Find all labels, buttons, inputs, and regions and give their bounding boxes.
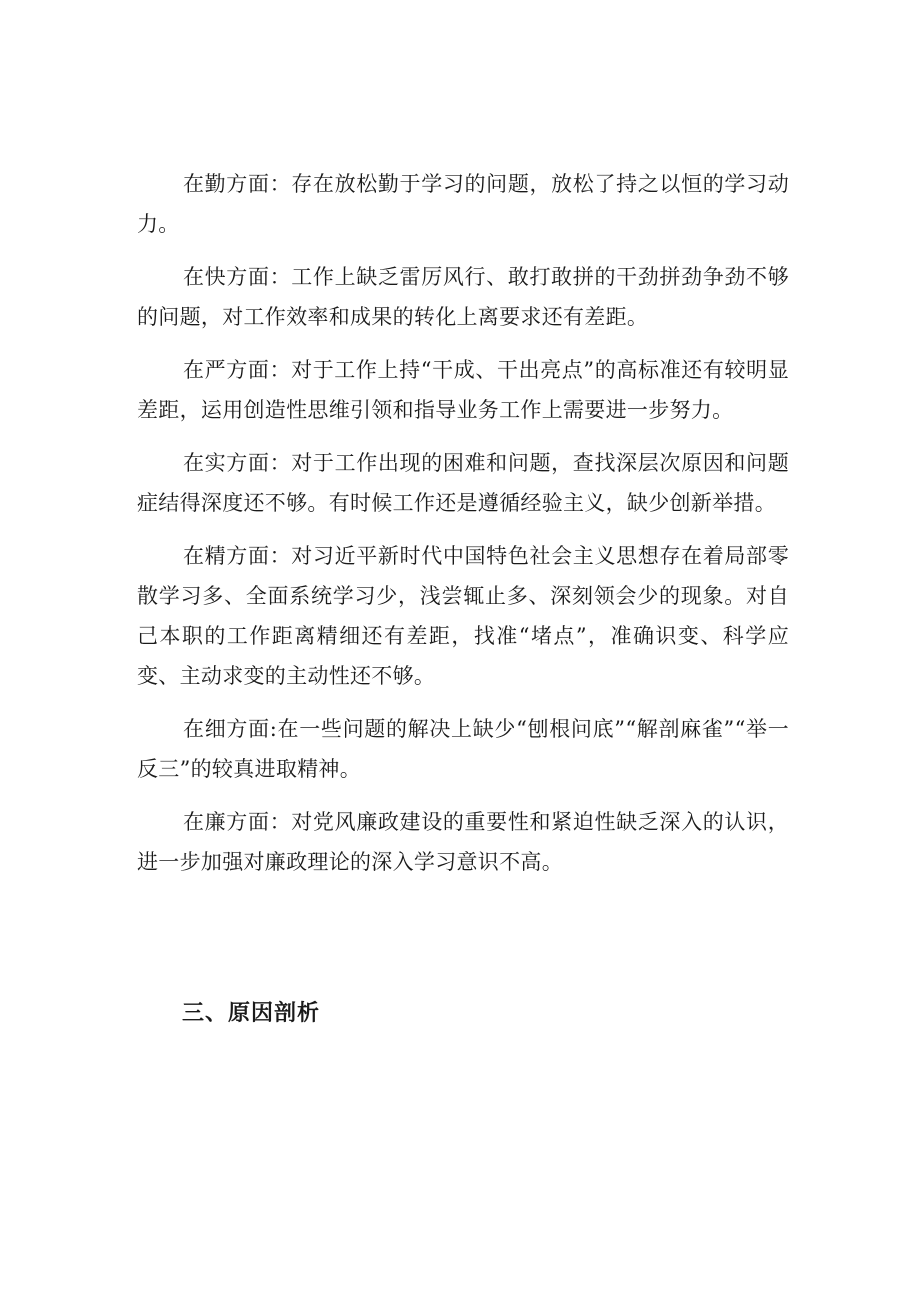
paragraph-shi: 在实方面：对于工作出现的困难和问题，查找深层次原因和问题症结得深度还不够。有时候工作还是遵循经验主义，缺少创新举措。 [137,451,789,515]
paragraph-qin: 在勤方面：存在放松勤于学习的问题，放松了持之以恒的学习动力。 [137,172,789,236]
paragraph-jing: 在精方面：对习近平新时代中国特色社会主义思想存在着局部零散学习多、全面系统学习少，浅尝辄止多、深刻领会少的现象。对自己本职的工作距离精细还有差距，找准“堵点”，准确识变、科学应变、主动求变的主动性还不够。 [137,544,789,688]
paragraph-lian: 在廉方面：对党风廉政建设的重要性和紧迫性缺乏深入的认识，进一步加强对廉政理论的深入学习意识不高。 [137,810,789,874]
section-heading: 三、原因剖析 [182,1001,321,1026]
paragraph-xi: 在细方面:在一些问题的解决上缺少“刨根问底”“解剖麻雀”“举一反三”的较真进取精神。 [137,717,789,781]
paragraph-yan: 在严方面：对于工作上持“干成、干出亮点”的高标准还有较明显差距，运用创造性思维引领和指导业务工作上需要进一步努力。 [137,358,789,422]
document-body [137,164,789,895]
paragraph-kuai: 在快方面：工作上缺乏雷厉风行、敢打敢拼的干劲拼劲争劲不够的问题，对工作效率和成果的转化上离要求还有差距。 [137,265,789,329]
